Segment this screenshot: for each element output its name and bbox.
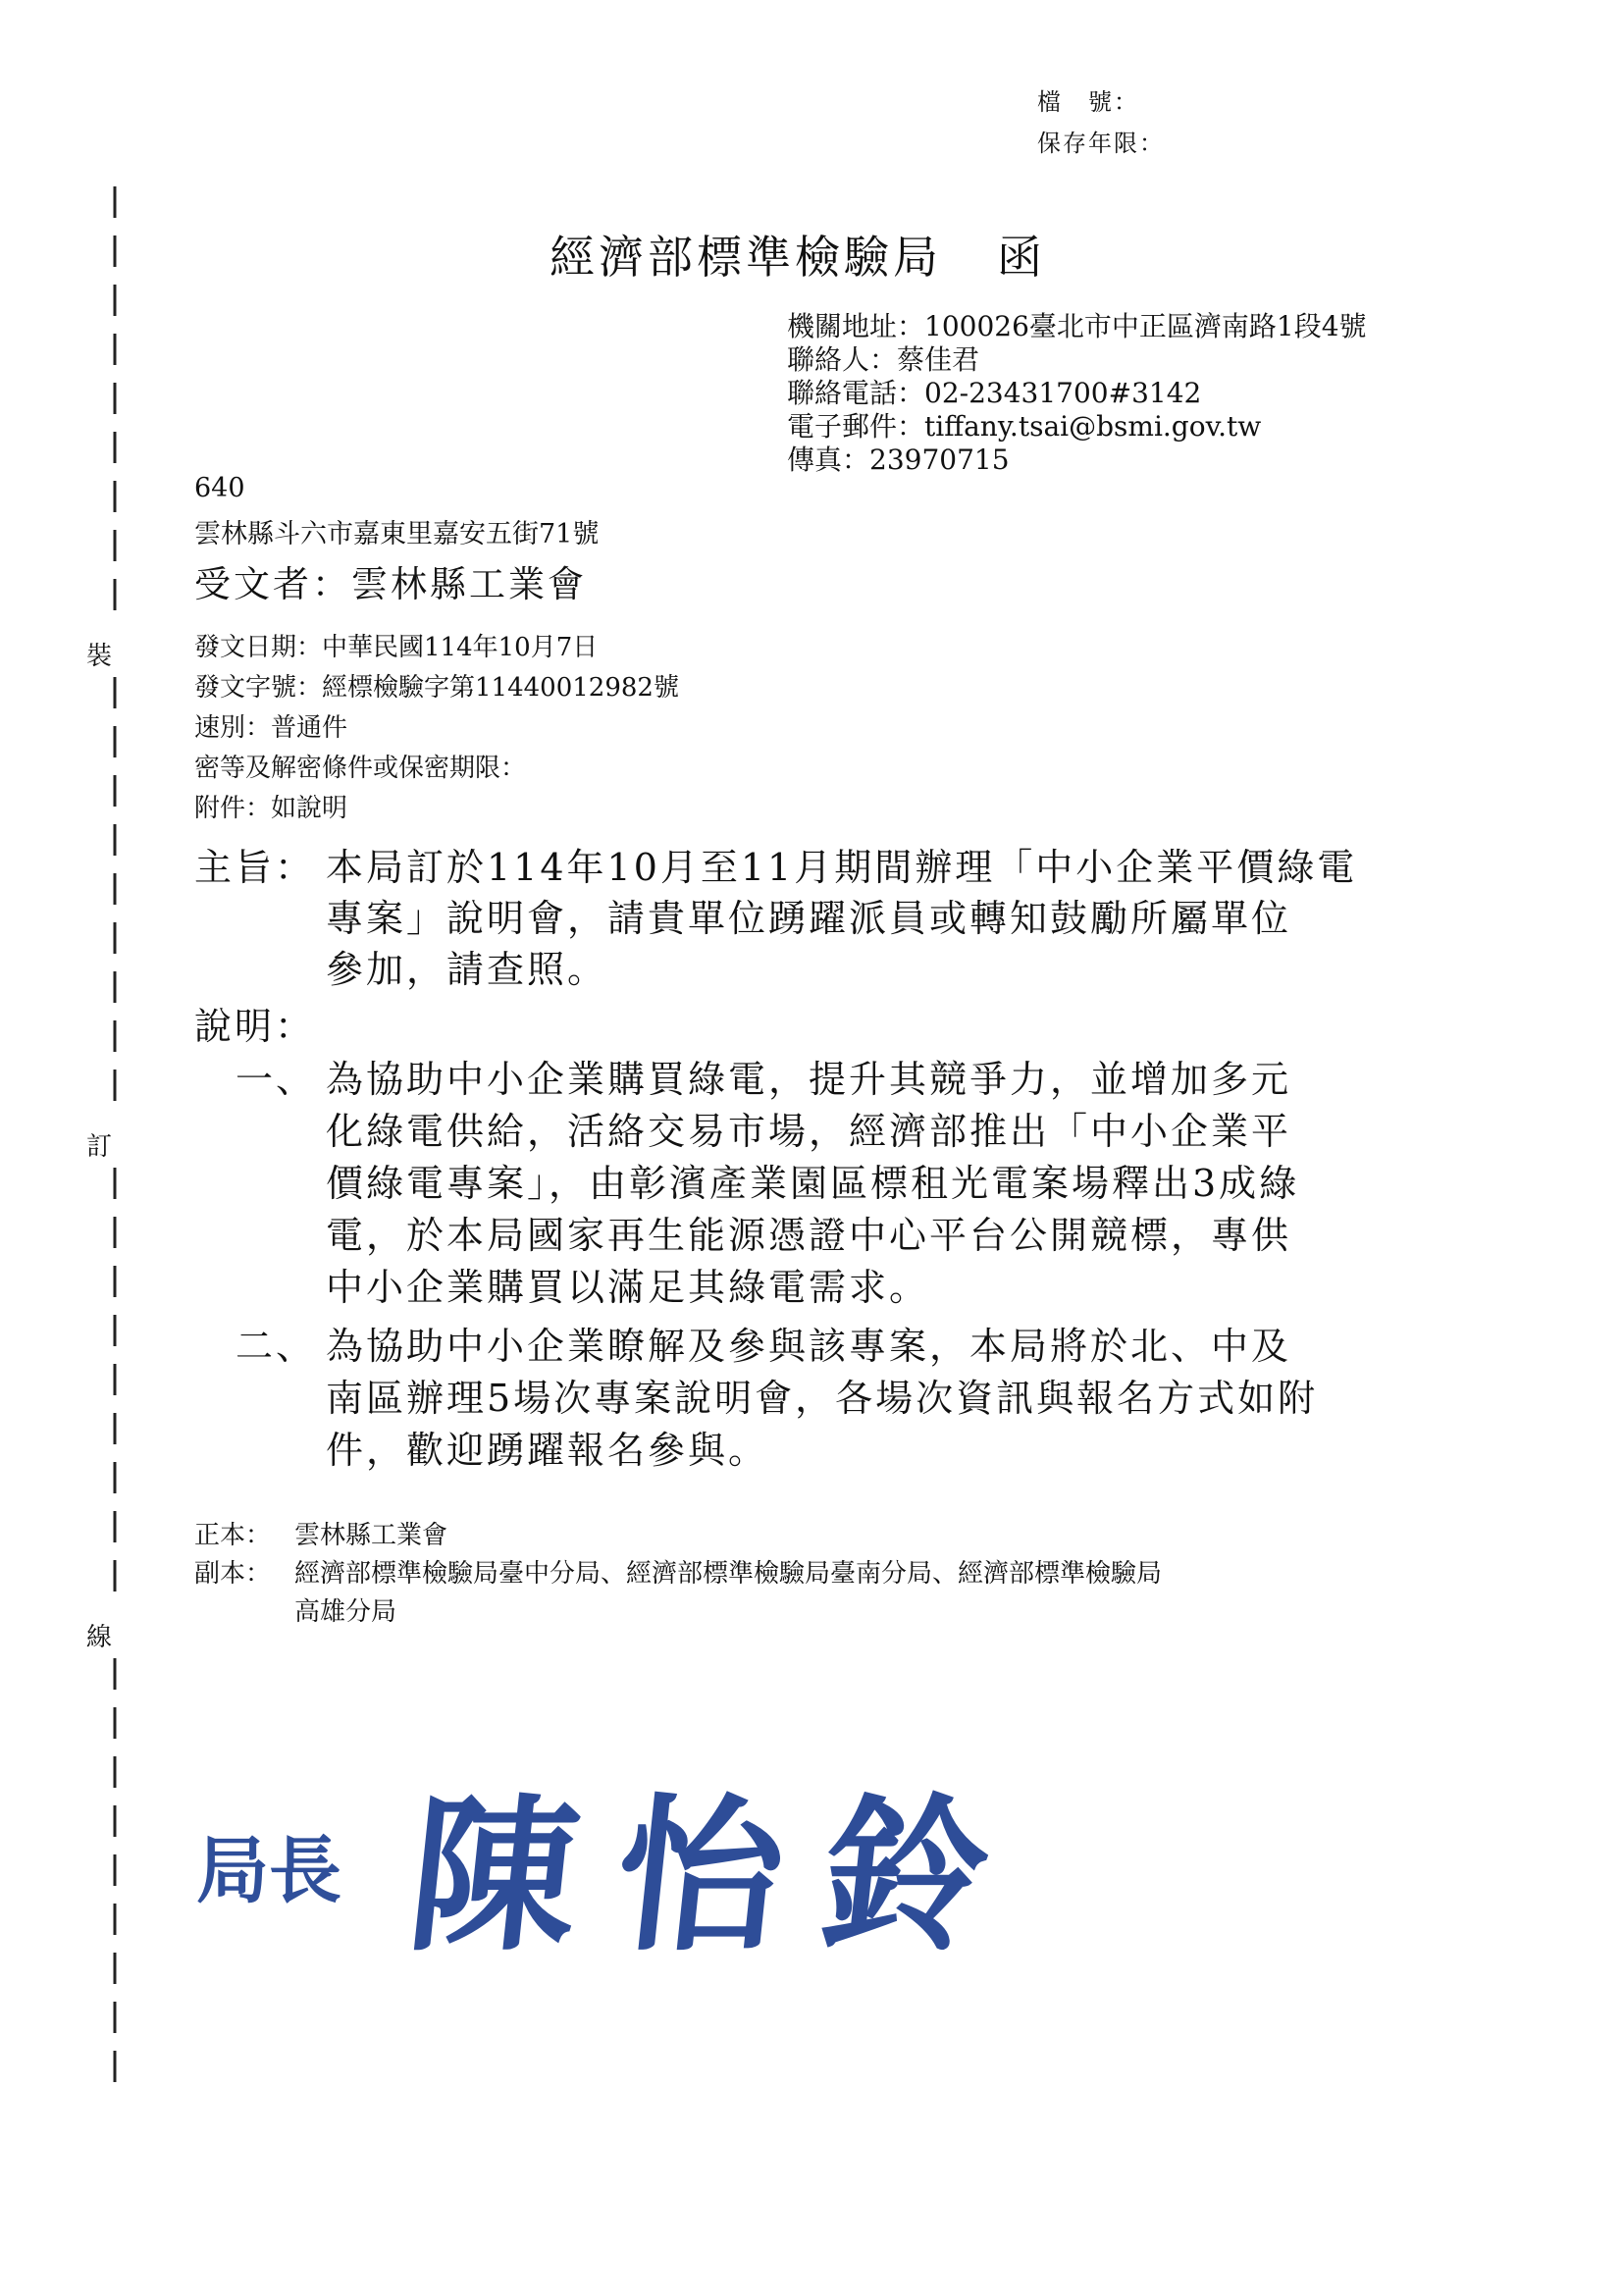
copy-recipient-line: 高雄分局	[294, 1597, 397, 1627]
agency-name: 經濟部標準檢驗局	[550, 231, 942, 284]
binding-label-staple: 訂	[86, 1132, 113, 1162]
recipient-name: 受文者：雲林縣工業會	[194, 563, 587, 605]
explanation-item-2	[326, 1321, 1318, 1477]
copy-recipient-label: 副本：	[194, 1559, 272, 1589]
explanation-line: 電，於本局國家再生能源憑證中心平台公開競標，專供	[326, 1214, 1292, 1257]
copy-recipient-line: 經濟部標準檢驗局臺中分局、經濟部標準檢驗局臺南分局、經濟部標準檢驗局	[294, 1559, 1163, 1589]
explanation-item-1	[326, 1054, 1299, 1314]
attachment: 附件：如說明	[194, 794, 348, 823]
explanation-item-1-number: 一、	[236, 1058, 317, 1101]
confidentiality: 密等及解密條件或保密期限：	[194, 754, 527, 783]
explanation-line: 價綠電專案」，由彰濱產業園區標租光電案場釋出3成綠	[326, 1162, 1300, 1205]
binding-margin	[0, 0, 196, 2296]
document-number: 發文字號：經標檢驗字第11440012982號	[194, 673, 679, 703]
binding-label-line: 線	[86, 1623, 113, 1652]
original-recipient-label: 正本：	[194, 1521, 272, 1550]
file-number-label: 檔 號：	[1037, 88, 1139, 116]
explanation-line: 件，歡迎踴躍報名參與。	[326, 1429, 769, 1472]
document-type: 函	[997, 231, 1046, 284]
contact-email: 電子郵件：tiffany.tsai@bsmi.gov.tw	[787, 410, 1262, 443]
explanation-item-2-number: 二、	[236, 1325, 317, 1368]
binding-label-bind: 裝	[86, 642, 113, 671]
subject-line: 參加，請查照。	[326, 948, 608, 991]
subject-line: 本局訂於114年10月至11月期間辦理「中小企業平價綠電	[326, 846, 1358, 889]
recipient-postcode: 640	[194, 473, 245, 503]
subject-label: 主旨：	[194, 846, 316, 889]
explanation-label: 說明：	[194, 1005, 316, 1048]
retention-period-label: 保存年限：	[1037, 130, 1165, 157]
explanation-line: 為協助中小企業購買綠電，提升其競爭力，並增加多元	[326, 1058, 1292, 1101]
signature-title: 局長	[196, 1829, 341, 1913]
explanation-line: 中小企業購買以滿足其綠電需求。	[326, 1266, 930, 1309]
contact-phone: 聯絡電話：02-23431700#3142	[787, 377, 1202, 409]
document-title	[550, 222, 1046, 287]
subject-line: 專案」說明會，請貴單位踴躍派員或轉知鼓勵所屬單位	[326, 897, 1292, 940]
document-meta	[194, 628, 679, 829]
recipient-address: 雲林縣斗六市嘉東里嘉安五街71號	[194, 519, 600, 549]
contact-address: 機關地址：100026臺北市中正區濟南路1段4號	[787, 310, 1367, 342]
contact-fax: 傳真：23970715	[787, 444, 1010, 476]
subject-body	[326, 842, 1357, 995]
issue-date: 發文日期：中華民國114年10月7日	[194, 633, 599, 662]
urgency: 速別：普通件	[194, 713, 348, 743]
contact-block	[787, 310, 1367, 477]
explanation-line: 化綠電供給，活絡交易市場，經濟部推出「中小企業平	[326, 1110, 1292, 1153]
explanation-line: 為協助中小企業瞭解及參與該專案，本局將於北、中及	[326, 1325, 1292, 1368]
original-recipient: 雲林縣工業會	[294, 1521, 448, 1550]
contact-person: 聯絡人：蔡佳君	[787, 343, 980, 376]
signature-name: 陳怡鈴	[399, 1778, 1040, 1974]
explanation-line: 南區辦理5場次專案說明會，各場次資訊與報名方式如附	[326, 1377, 1319, 1420]
copy-recipients	[294, 1555, 1162, 1632]
